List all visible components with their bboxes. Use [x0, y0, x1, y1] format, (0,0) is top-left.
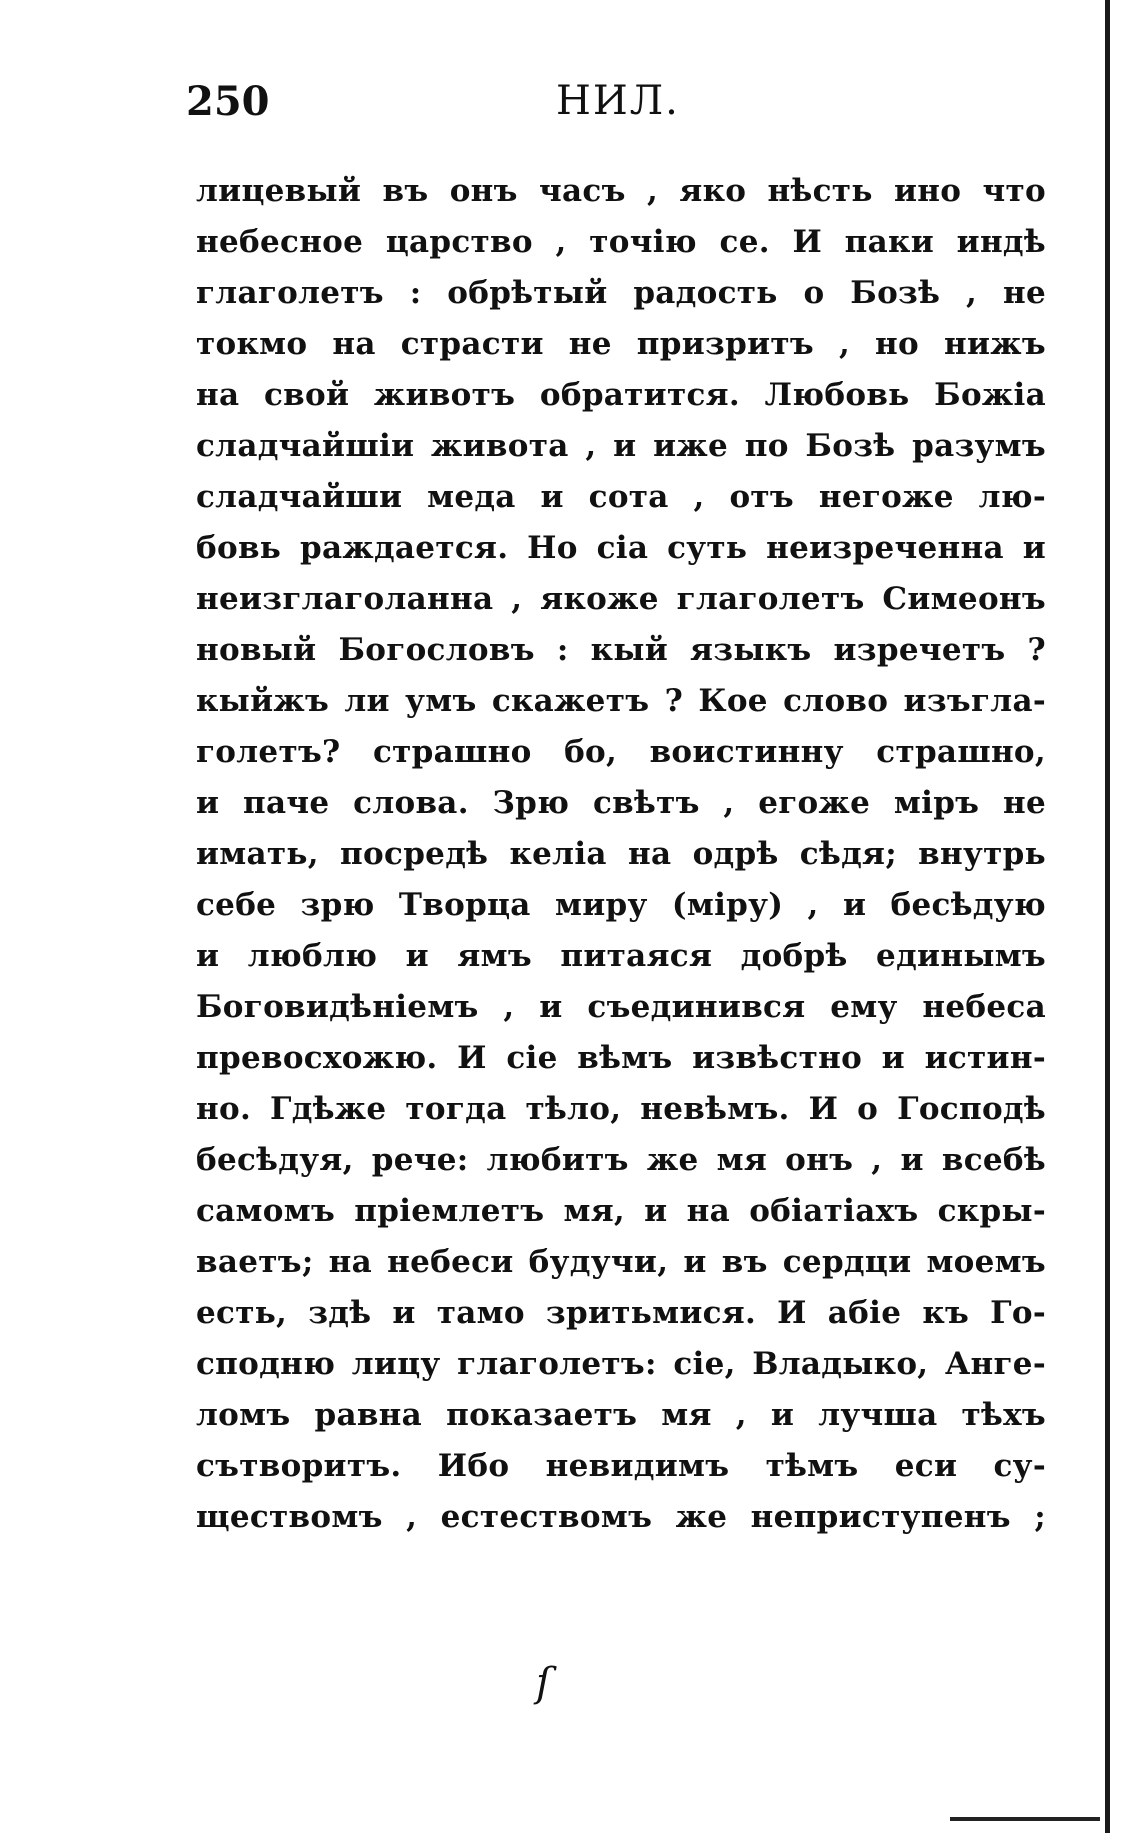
text-line: глаголетъ : обрѣтый радость о Бозѣ , не: [196, 275, 1046, 311]
page-header: [186, 78, 1046, 138]
text-line: ломъ равна показаетъ мя , и лучша тѣхъ: [196, 1397, 1046, 1433]
page-edge-border: [1105, 0, 1110, 1833]
text-line: неизглаголанна , якоже глаголетъ Симеонъ: [196, 581, 1046, 617]
text-line: сподню лицу глаголетъ: сіе, Владыко, Анге-: [196, 1346, 1046, 1382]
text-line: кыйжъ ли умъ скажетъ ? Кое слово изъгла-: [196, 683, 1046, 719]
text-line: сладчайши меда и сота , отъ негоже лю-: [196, 479, 1046, 515]
text-line: самомъ пріемлетъ мя, и на обіатіахъ скры-: [196, 1193, 1046, 1229]
text-line: Боговидѣніемъ , и съединився ему небеса: [196, 989, 1046, 1025]
text-line: бесѣдуя, рече: любитъ же мя онъ , и всебѣ: [196, 1142, 1046, 1178]
text-line: на свой животъ обратится. Любовь Божіа: [196, 377, 1046, 413]
text-line: голетъ? страшно бо, воистинну страшно,: [196, 734, 1046, 770]
text-line: ваетъ; на небеси будучи, и въ сердци моемъ: [196, 1244, 1046, 1280]
page-number: 250: [186, 78, 270, 125]
text-line: и люблю и ямъ питаяся добрѣ единымъ: [196, 938, 1046, 974]
text-line: бовь раждается. Но сіа суть неизреченна и: [196, 530, 1046, 566]
text-line: ществомъ , естествомъ же неприступенъ ;: [196, 1499, 1046, 1535]
text-line: превосхожю. И сіе вѣмъ извѣстно и истин-: [196, 1040, 1046, 1076]
body-text: [196, 166, 1046, 1543]
text-line: лицевый въ онъ часъ , яко нѣсть ино что: [196, 173, 1046, 209]
text-line: небесное царство , точію се. И паки индѣ: [196, 224, 1046, 260]
text-line: сладчайшіи живота , и иже по Бозѣ разумъ: [196, 428, 1046, 464]
running-head: НИЛ.: [556, 78, 680, 124]
text-line: есть, здѣ и тамо зритьмися. И абіе къ Го-: [196, 1295, 1046, 1331]
text-line: токмо на страсти не призритъ , но нижъ: [196, 326, 1046, 362]
signature-mark: ſ: [536, 1660, 551, 1706]
text-line: имать, посредѣ келіа на одрѣ сѣдя; внутрь: [196, 836, 1046, 872]
text-line: себе зрю Творца миру (міру) , и бесѣдую: [196, 887, 1046, 923]
text-line: но. Гдѣже тогда тѣло, невѣмъ. И о Господѣ: [196, 1091, 1046, 1127]
text-line: новый Богословъ : кый языкъ изречетъ ?: [196, 632, 1046, 668]
text-line: и паче слова. Зрю свѣтъ , егоже міръ не: [196, 785, 1046, 821]
text-line: сътворитъ. Ибо невидимъ тѣмъ еси су-: [196, 1448, 1046, 1484]
scan-edge-mark: [950, 1817, 1100, 1821]
